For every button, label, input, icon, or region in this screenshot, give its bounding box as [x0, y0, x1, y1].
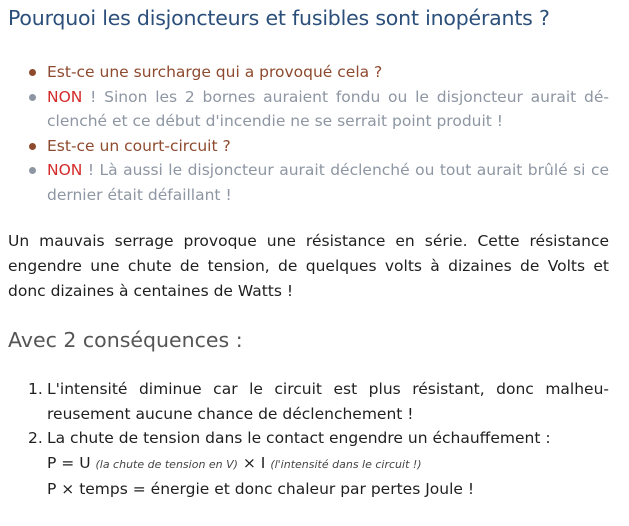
- question-text: Est-ce un court-circuit ?: [47, 136, 231, 155]
- non-label: NON: [47, 161, 83, 179]
- answer-item: [0, 158, 629, 207]
- bullet-icon: [29, 143, 36, 150]
- answer-text: [47, 85, 609, 134]
- answer-text: [47, 158, 609, 207]
- power-formula: [47, 451, 609, 478]
- formula-i-note: (l'intensité dans le circuit !): [270, 457, 422, 471]
- page-title: Pourquoi les disjoncteurs et fusibles sont inopérants ?: [8, 6, 550, 30]
- question-item: [0, 60, 629, 85]
- non-label: NON: [47, 87, 83, 106]
- formula-times-i: × I: [237, 453, 271, 472]
- question-text: Est-ce une surcharge qui a provoqué cela ?: [47, 63, 383, 81]
- answer-item: [0, 85, 629, 134]
- bullet-icon: [29, 69, 36, 76]
- formula-u-note: (la chute de tension en V): [95, 457, 238, 471]
- answer-body: ! Là aussi le disjoncteur aurait déclenché ou tout aurait brûlé si ce dernier était défaillant !: [47, 161, 609, 204]
- consequence-text: La chute de tension dans le contact engendre un échauffement :: [47, 429, 551, 447]
- consequence-item: [0, 377, 629, 426]
- question-item: [0, 134, 629, 159]
- item-number: 1.: [28, 380, 43, 398]
- qa-list: [0, 60, 629, 207]
- section-subtitle: Avec 2 conséquences :: [8, 328, 243, 352]
- consequence-item: [0, 426, 629, 502]
- consequence-text: L'intensité diminue car le circuit est plus résistant, donc malheu-reusement aucune chance de déclenchement !: [47, 380, 609, 423]
- energy-formula: P × temps = énergie et donc chaleur par pertes Joule !: [47, 480, 475, 498]
- bullet-icon: [29, 94, 36, 101]
- bullet-icon: [29, 167, 36, 174]
- item-number: 2.: [28, 429, 43, 447]
- formula-p-u: P = U: [47, 453, 96, 472]
- explanation-paragraph: Un mauvais serrage provoque une résistance en série. Cette résistance engendre une chute de tension, de quelques volts à dizaines de Volts et donc dizaines à centaines de Watts !: [8, 232, 609, 300]
- consequences-list: [0, 377, 629, 502]
- answer-body: ! Sinon les 2 bornes auraient fondu ou le disjoncteur aurait dé-clenché et ce début d'incendie ne se serrait point produit !: [47, 87, 609, 130]
